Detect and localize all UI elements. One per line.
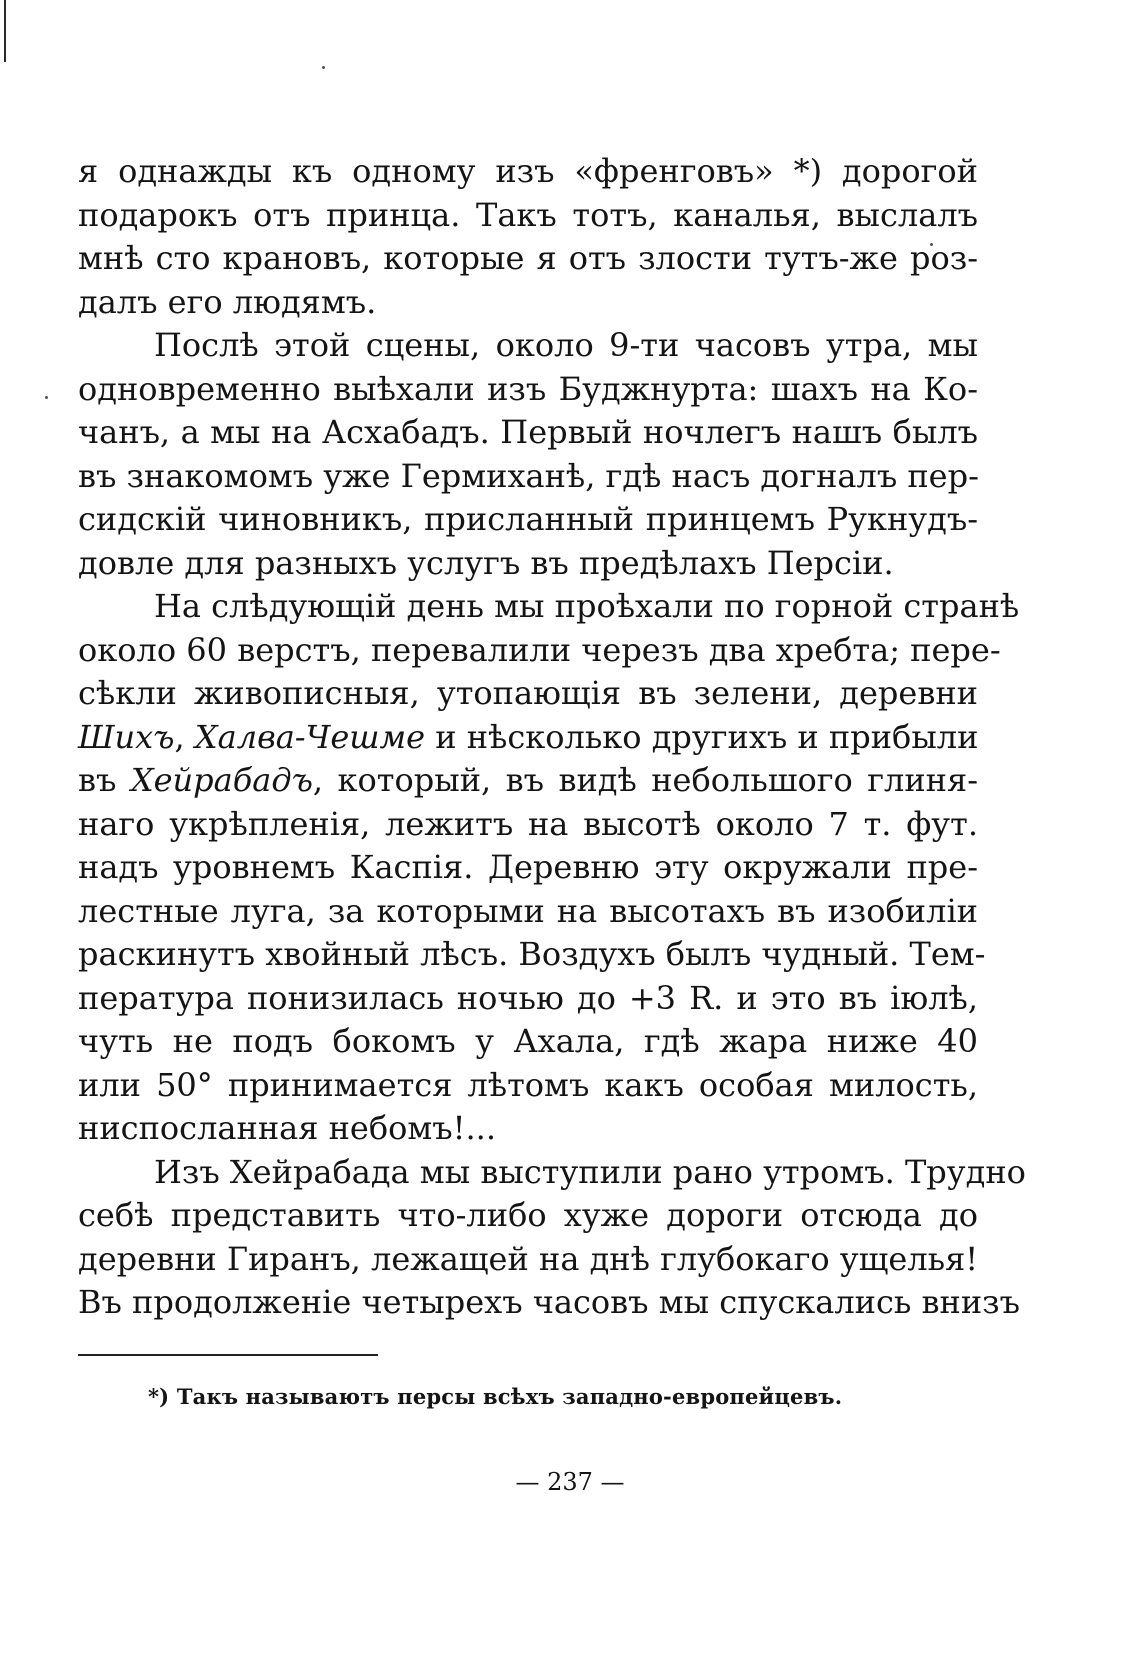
- text-line: [78, 542, 978, 586]
- page-body: [78, 150, 1026, 1325]
- text-line: [78, 1064, 978, 1108]
- text-segment: Изъ Хейрабада мы выступили рано утромъ. Трудно: [154, 1152, 1026, 1191]
- text-line: [78, 368, 978, 412]
- italic-place-name: Халва-Чешме: [194, 717, 426, 756]
- text-line: [78, 150, 978, 194]
- text-segment: и нѣсколько другихъ и прибыли: [425, 717, 979, 756]
- text-segment: сидскій чиновникъ, присланный принцемъ Рукнудъ-: [78, 500, 978, 538]
- text-segment: довле для разныхъ услугъ въ предѣлахъ Персіи.: [78, 543, 894, 582]
- text-line: [78, 1238, 978, 1282]
- text-line: [78, 629, 1001, 673]
- text-segment: На слѣдующій день мы проѣхали по горной странѣ: [154, 587, 1020, 625]
- text-segment: подарокъ отъ принца. Такъ тотъ, каналья, выслалъ: [78, 195, 978, 234]
- text-line: [78, 194, 978, 238]
- text-line: [78, 672, 978, 716]
- text-segment: или 50° принимается лѣтомъ какъ особая милость,: [78, 1065, 978, 1104]
- text-line: [78, 846, 978, 890]
- text-line: [78, 803, 978, 847]
- text-segment: Въ продолженіе четырехъ часовъ мы спускались внизъ: [78, 1283, 1020, 1321]
- text-segment: себѣ представить что-либо хуже дороги отсюда до: [78, 1196, 978, 1234]
- text-line: [78, 324, 978, 368]
- paragraph: [78, 585, 1020, 1151]
- text-segment: ниспосланная небомъ!...: [78, 1109, 497, 1147]
- scan-edge-mark: [4, 0, 6, 62]
- text-segment: раскинутъ хвойный лѣсъ. Воздухъ былъ чудный. Тем-: [78, 935, 986, 973]
- text-segment: около 60 верстъ, перевалили черезъ два хребта; пере-: [78, 630, 1001, 669]
- footnote: *) Такъ называютъ персы всѣхъ западно-европейцевъ.: [148, 1384, 843, 1409]
- text-segment: въ знакомомъ уже Гермиханѣ, гдѣ насъ догналъ пер-: [78, 456, 979, 495]
- text-segment: одновременно выѣхали изъ Буджнурта: шахъ на Ко-: [78, 369, 978, 408]
- text-segment: мнѣ сто крановъ, которые я отъ злости тутъ-же роз-: [78, 239, 978, 277]
- text-line: [78, 933, 986, 977]
- text-segment: наго укрѣпленія, лежитъ на высотѣ около 7 т. фут.: [78, 804, 978, 843]
- text-segment: надъ уровнемъ Каспія. Деревню эту окружали пре-: [78, 848, 978, 886]
- text-segment: лестные луга, за которыми на высотахъ въ изобиліи: [78, 891, 978, 930]
- text-segment: пература понизилась ночью до +3 R. и это въ іюлѣ,: [78, 978, 978, 1017]
- text-segment: деревни Гиранъ, лежащей на днѣ глубокаго ущелья!: [78, 1239, 979, 1278]
- text-line: [78, 237, 978, 281]
- text-segment: чанъ, а мы на Асхабадъ. Первый ночлегъ нашъ былъ: [78, 413, 978, 451]
- text-line: [78, 890, 978, 934]
- text-segment: чуть не подъ бокомъ у Ахала, гдѣ жара ниже 40: [78, 1022, 978, 1060]
- paragraph: [78, 324, 978, 585]
- text-line: [78, 455, 978, 499]
- italic-place-name: Шихъ: [78, 717, 175, 756]
- scan-speck: [322, 66, 325, 69]
- text-segment: въ: [78, 761, 131, 799]
- text-line: [78, 498, 978, 542]
- scan-speck: [45, 396, 48, 399]
- text-segment: , который, въ видѣ небольшого глиня-: [312, 761, 979, 799]
- italic-place-name: Хейрабадъ: [130, 761, 313, 799]
- text-line: [78, 1281, 1020, 1325]
- text-line: [78, 585, 1020, 629]
- text-segment: ,: [174, 717, 195, 756]
- text-segment: я однажды къ одному изъ «френговъ» *) дорогой: [78, 152, 978, 190]
- page-number: — 237 —: [515, 1468, 625, 1496]
- paragraph: [78, 1151, 1026, 1325]
- paragraph: [78, 150, 978, 324]
- text-line: [78, 1194, 978, 1238]
- text-line: [78, 1107, 978, 1151]
- text-line: [78, 411, 978, 455]
- text-segment: Послѣ этой сцены, около 9-ти часовъ утра, мы: [154, 326, 978, 364]
- text-segment: сѣкли живописныя, утопающія въ зелени, деревни: [78, 674, 978, 712]
- footnote-separator: [78, 1354, 378, 1356]
- text-line: [78, 1020, 978, 1064]
- text-line: [78, 977, 978, 1021]
- text-line: [78, 1151, 1026, 1195]
- text-line: [78, 759, 978, 803]
- text-segment: далъ его людямъ.: [78, 282, 377, 321]
- text-line: [78, 716, 978, 760]
- text-line: [78, 281, 978, 325]
